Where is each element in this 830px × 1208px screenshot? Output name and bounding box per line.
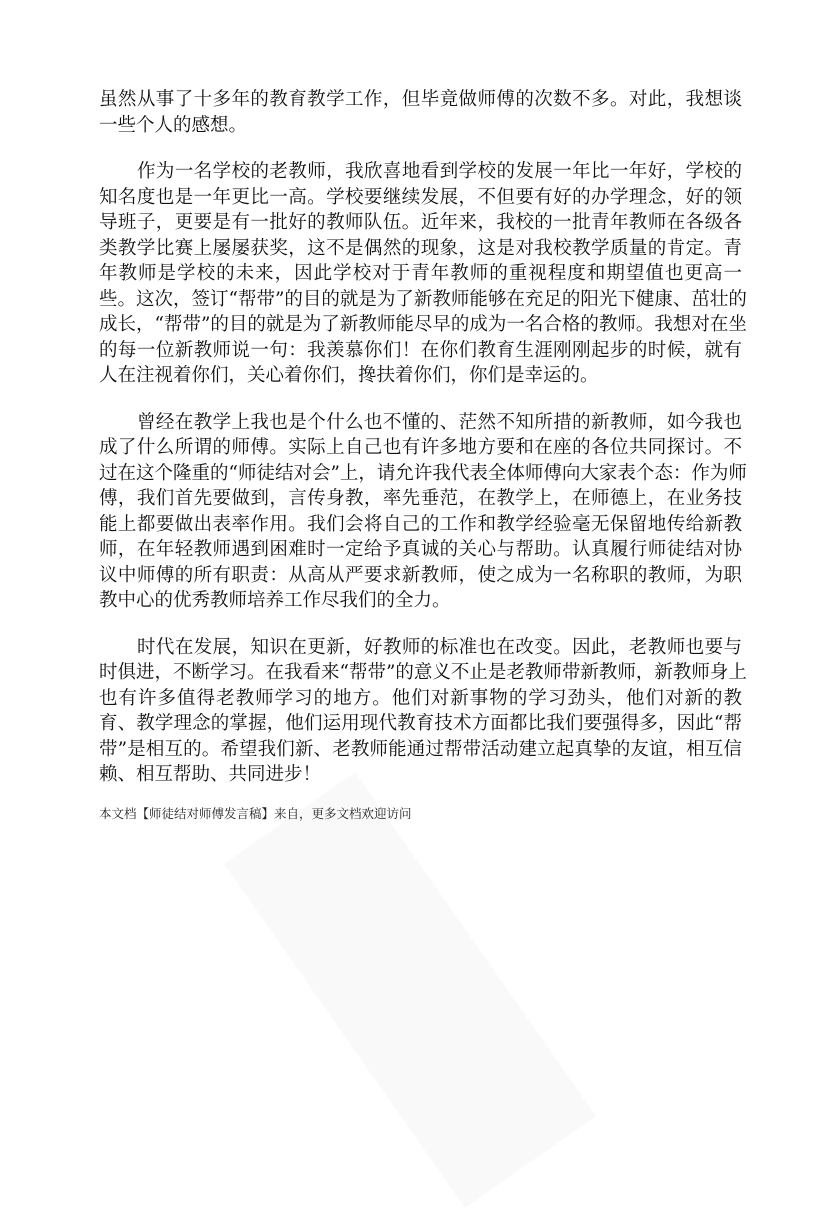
text-line: 作为一名学校的老教师，我欣喜地看到学校的发展一年比一年好，学校的 bbox=[137, 161, 742, 182]
text-line: 年教师是学校的未来，因此学校对于青年教师的重视程度和期望值也更高一 bbox=[99, 263, 742, 284]
text-line: 时俱进，不断学习。在我看来“帮带”的意义不止是老教师带新教师，新教师身上 bbox=[99, 662, 747, 683]
text-line: 带”是相互的。希望我们新、老教师能通过帮带活动建立起真挚的友谊，相互信 bbox=[99, 738, 742, 760]
text-line: 些。这次，签订“帮带”的目的就是为了新教师能够在充足的阳光下健康、茁壮的 bbox=[99, 288, 747, 310]
text-line: 成长，“帮带”的目的就是为了新教师能尽早的成为一名合格的教师。我想对在坐 bbox=[99, 314, 747, 335]
text-line: 知名度也是一年更比一高。学校要继续发展，不但要有好的办学理念，好的领 bbox=[99, 186, 742, 208]
text-line: 傅，我们首先要做到，言传身教，率先垂范，在教学上，在师德上，在业务技 bbox=[99, 488, 742, 509]
paragraph bbox=[99, 159, 747, 389]
text-line: 议中师傅的所有职责：从高从严要求新教师，使之成为一名称职的教师，为职 bbox=[99, 564, 742, 586]
watermark bbox=[224, 772, 596, 1208]
text-line: 虽然从事了十多年的教育教学工作，但毕竟做师傅的次数不多。对此，我想谈 bbox=[99, 89, 742, 110]
text-line: 导班子，更要是有一批好的教师队伍。近年来，我校的一批青年教师在各级各 bbox=[99, 212, 742, 233]
text-line: 赖、相互帮助、共同进步！ bbox=[99, 764, 322, 785]
paragraph bbox=[99, 410, 747, 614]
text-line: 能上都要做出表率作用。我们会将自己的工作和教学经验毫无保留地传给新教 bbox=[99, 513, 742, 535]
text-line: 育、教学理念的掌握，他们运用现代教育技术方面都比我们要强得多，因此“帮 bbox=[99, 713, 742, 734]
text-line: 师，在年轻教师遇到困难时一定给予真诚的关心与帮助。认真履行师徒结对协 bbox=[99, 539, 742, 560]
text-line: 也有许多值得老教师学习的地方。他们对新事物的学习劲头，他们对新的教 bbox=[99, 687, 742, 709]
text-line: 的每一位新教师说一句：我羡慕你们！在你们教育生涯刚刚起步的时候，就有 bbox=[99, 339, 742, 361]
paragraph bbox=[99, 635, 747, 788]
footer-note: 本文档【师徒结对师傅发言稿】来自，更多文档欢迎访问 bbox=[99, 805, 412, 821]
text-line: 类教学比赛上屡屡获奖，这不是偶然的现象，这是对我校教学质量的肯定。青 bbox=[99, 237, 742, 259]
text-line: 过在这个隆重的“师徒结对会”上，请允许我代表全体师傅向大家表个态：作为师 bbox=[99, 462, 747, 484]
text-line: 曾经在教学上我也是个什么也不懂的、茫然不知所措的新教师，如今我也 bbox=[137, 411, 742, 433]
text-line: 一些个人的感想。 bbox=[99, 114, 248, 136]
text-line: 人在注视着你们，关心着你们，搀扶着你们，你们是幸运的。 bbox=[99, 365, 599, 386]
document-body bbox=[99, 87, 747, 823]
text-line: 时代在发展，知识在更新，好教师的标准也在改变。因此，老教师也要与 bbox=[137, 636, 742, 658]
text-line: 教中心的优秀教师培养工作尽我们的全力。 bbox=[99, 590, 451, 611]
paragraph bbox=[99, 87, 742, 138]
text-line: 成了什么所谓的师傅。实际上自己也有许多地方要和在座的各位共同探讨。不 bbox=[99, 437, 742, 458]
